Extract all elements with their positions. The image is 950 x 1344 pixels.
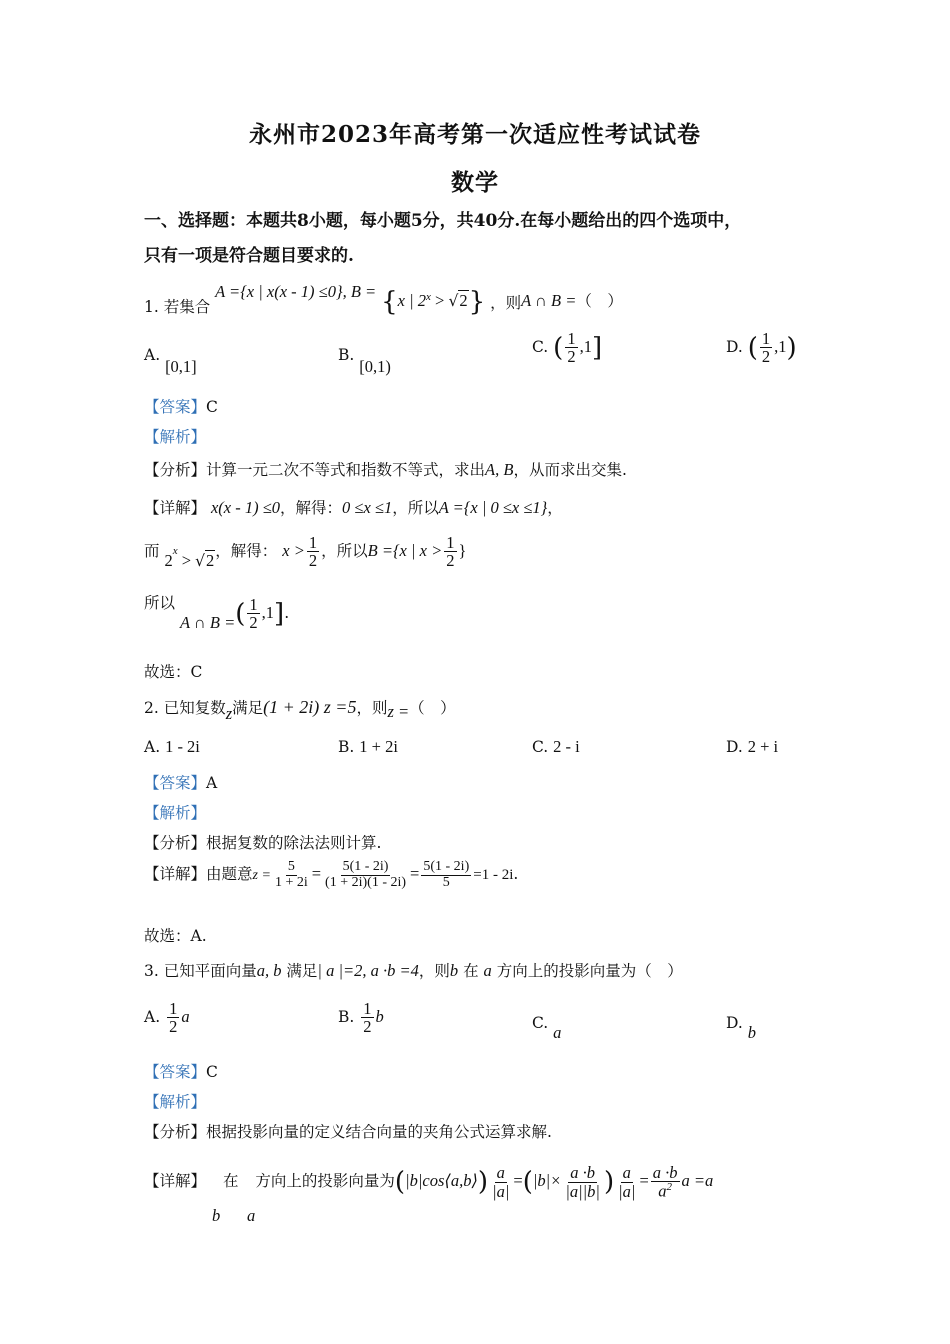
q3-option-b[interactable]: [338, 1000, 384, 1036]
q3-mid: 满足: [286, 962, 318, 980]
q1-sup-x: x: [426, 290, 431, 303]
q1-d3-tail: ,1: [261, 602, 275, 622]
q3-d-r-num: a ·b: [652, 1163, 678, 1182]
q3-prefix: 3. 已知平面向量: [144, 962, 257, 980]
q1-option-b-label: B.: [338, 346, 355, 364]
q1-d1-t2: ，所以: [392, 499, 439, 517]
q3-d-expr4: |a||b|: [565, 1181, 600, 1201]
q3-option-b-label: B.: [338, 1007, 355, 1026]
q2-option-a[interactable]: [144, 737, 200, 757]
q1-fenxi-tail: ，从而求出交集.: [513, 461, 627, 479]
q1-answer: [144, 395, 218, 417]
q3-option-a[interactable]: [144, 1000, 190, 1036]
q1-d2-den: 2: [308, 551, 318, 571]
q1-d2-er: 而: [144, 541, 160, 560]
q2-detail: [144, 860, 518, 890]
q2-f2-num: 5(1 - 2i): [342, 859, 389, 874]
q2-result: =1 - 2i: [473, 867, 514, 884]
q3-d-frac2-num: a: [622, 1163, 631, 1183]
q1-d2-num2: 1: [446, 533, 455, 552]
q3-d-frac-den: |a|: [492, 1181, 510, 1201]
q3-d-expr1: |b|cos⟨a,b⟩: [405, 1171, 478, 1191]
q1-fenxi: [144, 458, 627, 480]
subject-title: 数学: [451, 169, 499, 196]
q2-stem: [144, 696, 456, 723]
q3-a: a: [483, 961, 492, 980]
q2-fenxi-tag: 【分析】: [144, 834, 207, 852]
q1-guxuan: 故选：C: [144, 663, 203, 681]
q2-option-c-value: 2 - i: [553, 737, 580, 756]
q2-f3-den: 5: [442, 874, 450, 890]
q1-xiangjie-tag: 【详解】: [144, 499, 207, 517]
q1-detail-1: [144, 496, 563, 518]
q3-then: ，则: [418, 962, 450, 980]
q3-answer-tag: 【答案】: [144, 1063, 207, 1081]
q3-ab: a, b: [256, 961, 282, 980]
q3-b: b: [449, 961, 459, 980]
q2-answer: [144, 771, 217, 793]
q1-d1-m3: A ={x | 0 ≤x ≤1}: [438, 498, 548, 517]
q1-d2-t2: ，所以: [321, 541, 368, 560]
q1-gt: >: [430, 291, 449, 310]
q2-ask: z =: [387, 702, 410, 721]
q2-guxuan: 故选：A.: [144, 927, 207, 945]
q1-option-b-value: [0,1): [359, 357, 391, 376]
q1-option-c[interactable]: C. ( $\frac{1}{2}$ ,1]: [532, 329, 603, 367]
q3-d-r-sup: 2: [666, 1181, 673, 1194]
q3-d-eq2: =: [639, 1171, 649, 1191]
q1-option-a[interactable]: [144, 345, 197, 376]
q2-jiexi: 【解析】: [144, 804, 207, 822]
q1-d3-num: 1: [249, 595, 258, 614]
q2-option-d[interactable]: [726, 737, 778, 757]
q3-fenxi: [144, 1120, 552, 1142]
q2-eq: (1 + 2i) z =5: [263, 697, 357, 717]
q2-d-z: z =: [252, 868, 271, 884]
q1-option-d-tail: ,1: [774, 336, 787, 356]
q1-d2-num: 1: [308, 533, 318, 552]
q2-eq1: =: [311, 864, 322, 884]
q3-option-b-vec: b: [375, 1006, 384, 1026]
q3-option-c-value: a: [553, 1023, 562, 1042]
q3-option-b-num: 1: [363, 999, 372, 1018]
q2-answer-tag: 【答案】: [144, 774, 207, 792]
q2-option-b-label: B.: [338, 738, 355, 756]
q1-option-b[interactable]: [338, 345, 391, 376]
q2-mid: 满足: [232, 699, 264, 717]
q2-d-dot: .: [513, 865, 519, 884]
q1-option-c-den: 2: [567, 347, 576, 367]
q2-d-text: 由题意: [206, 865, 253, 884]
q1-d3-suoyi: 所以: [144, 593, 176, 612]
q1-paren: （ ）: [576, 292, 623, 310]
q3-d-eq1: =: [513, 1171, 523, 1191]
q2-f3-num: 5(1 - 2i): [423, 859, 470, 874]
q1-jiexi: 【解析】: [144, 428, 207, 446]
q1-d3-math: A ∩ B =: [179, 612, 236, 632]
q1-stem: 1. 若集合 A ={x | x(x - 1) ≤0}, B = {x | $2^x > √2$} ，则A ∩ B =（ ）: [144, 282, 623, 317]
q1-then: ，则: [490, 294, 522, 312]
q1-detail-3: 所以 A ∩ B =( $\frac{1}{2}$ ,1].: [144, 593, 290, 633]
q2-paren: （ ）: [409, 699, 456, 717]
q3-option-a-num: 1: [169, 999, 178, 1018]
q3-detail-a: a: [247, 1206, 256, 1225]
q1-d3-den: 2: [249, 613, 258, 633]
q1-d1-t1: ，解得：: [280, 499, 343, 517]
q1-option-d-num: 1: [761, 329, 771, 348]
q1-option-c-num: 1: [567, 329, 576, 348]
q1-option-a-label: A.: [144, 346, 161, 364]
q1-d1-t3: ，: [547, 499, 563, 517]
q3-detail: 【详解】 在 方向上的投影向量为(|b|cos⟨a,b⟩) $\frac{a}{|a|}$ =(|b|× $\frac{a \cdot b}{|a||b|}$ ) $\frac{a}{|a|}$ = $\frac{a \cdot b}{a^2}$ a =a: [144, 1163, 714, 1201]
q2-option-a-label: A.: [144, 738, 161, 756]
q2-then: ，则: [356, 699, 388, 717]
q1-option-d-label: D.: [726, 337, 743, 356]
q1-option-d[interactable]: D. ( $\frac{1}{2}$ ,1): [726, 329, 797, 367]
q3-d-mid: 方向上的投影向量为: [255, 1172, 395, 1191]
q3-d-expr2: |b|×: [532, 1171, 562, 1191]
q1-d2-m2: B ={x | x >: [367, 540, 443, 560]
q2-fenxi: [144, 831, 381, 853]
q2-option-d-label: D.: [726, 738, 743, 756]
q3-option-a-label: A.: [144, 1007, 161, 1026]
q2-z: z: [225, 704, 233, 723]
q2-answer-value: A: [206, 774, 218, 792]
q3-tail: 方向上的投影向量为（ ）: [496, 962, 683, 980]
q1-fenxi-ab: A, B: [485, 460, 514, 479]
q1-brace-close: }: [468, 287, 486, 317]
q3-d-frac2-den: |a|: [618, 1181, 636, 1201]
q1-option-d-den: 2: [761, 347, 771, 367]
q1-d2-base: 2: [164, 550, 173, 570]
q3-option-a-vec: a: [181, 1006, 190, 1026]
q3-answer-value: C: [206, 1063, 218, 1081]
q3-d-end: a =a: [681, 1171, 714, 1191]
q2-fenxi-text: 根据复数的除法法则计算.: [206, 834, 382, 852]
q1-d2-close: }: [458, 540, 467, 560]
q1-d2-m1: x >: [282, 540, 305, 560]
q1-root2: 2: [459, 291, 468, 310]
q1-set-b-body: x | 2: [397, 291, 427, 310]
q2-eq2: =: [410, 864, 420, 884]
q1-d2-den2: 2: [446, 551, 455, 571]
section-heading-line1: 一、选择题：本题共8小题，每小题5分，共40分.在每小题给出的四个选项中，: [144, 211, 742, 231]
q2-f2-den: (1 + 2i)(1 - 2i): [325, 874, 407, 890]
q2-option-c[interactable]: [532, 737, 580, 757]
q1-brace-open: {: [381, 287, 398, 317]
page-title: 永州市2023年高考第一次适应性考试试卷: [248, 121, 701, 148]
q3-stem: [144, 959, 683, 981]
q1-set-b-pre: , B =: [342, 282, 377, 301]
q3-cond: | a |=2, a ·b =4: [317, 961, 419, 980]
q3-d-frac-num: a: [496, 1163, 505, 1183]
section-heading-line2: 只有一项是符合题目要求的.: [144, 246, 354, 266]
q1-option-c-tail: ,1: [579, 336, 592, 356]
q1-answer-value: C: [206, 398, 218, 416]
q3-xiangjie-tag: 【详解】: [144, 1172, 207, 1191]
q1-fenxi-tag: 【分析】: [144, 461, 207, 479]
q1-option-a-value: [0,1]: [165, 357, 197, 376]
q1-prefix: 1. 若集合: [144, 298, 211, 316]
q3-d-expr3: a ·b: [570, 1163, 596, 1183]
q1-d1-math: x(x - 1) ≤0: [210, 498, 281, 517]
q3-answer: [144, 1060, 218, 1082]
q3-option-b-den: 2: [363, 1017, 372, 1037]
q2-xiangjie-tag: 【详解】: [144, 865, 207, 884]
q3-d-r-den: a: [658, 1181, 667, 1201]
q1-d2-t1: ，解得：: [215, 541, 278, 560]
q2-option-c-label: C.: [532, 738, 549, 756]
q2-option-a-value: 1 - 2i: [165, 737, 200, 756]
q3-option-c-label: C.: [532, 1014, 549, 1032]
q1-set-a: A ={x | x(x - 1) ≤0}: [215, 282, 343, 301]
q1-d1-m2: 0 ≤x ≤1: [342, 498, 393, 517]
q1-d2-gt: >: [177, 550, 196, 570]
q3-option-d[interactable]: [726, 1013, 756, 1042]
q3-detail-b: b: [212, 1206, 221, 1225]
q1-ask: A ∩ B =: [521, 291, 577, 310]
q3-fenxi-text: 根据投影向量的定义结合向量的夹角公式运算求解.: [206, 1123, 552, 1141]
q2-option-b[interactable]: [338, 737, 398, 757]
q2-option-b-value: 1 + 2i: [359, 737, 398, 756]
q3-option-a-den: 2: [169, 1017, 178, 1037]
q1-d2-root: 2: [206, 550, 215, 570]
q1-d2-x: x: [172, 544, 178, 557]
q2-f1-num: 5: [287, 859, 295, 874]
q3-option-d-value: b: [747, 1023, 756, 1042]
q1-answer-tag: 【答案】: [144, 398, 207, 416]
q2-f1-den: 1 + 2i: [274, 874, 308, 890]
q3-d-zai: 在: [222, 1172, 239, 1191]
q3-zai: 在: [463, 962, 479, 980]
q2-prefix: 2. 已知复数: [144, 699, 226, 717]
q2-option-d-value: 2 + i: [747, 737, 779, 756]
q3-jiexi: 【解析】: [144, 1093, 207, 1111]
q1-detail-2: 而 $2^x > √2$，解得： x > $\frac{1}{2}$ ，所以B ={x | x > $\frac{1}{2}$ }: [144, 533, 467, 571]
q1-d3-dot: .: [284, 603, 290, 622]
q1-option-c-label: C.: [532, 337, 549, 356]
q3-option-c[interactable]: [532, 1013, 562, 1042]
q1-fenxi-text: 计算一元二次不等式和指数不等式，求出: [206, 461, 486, 479]
q3-option-d-label: D.: [726, 1014, 743, 1032]
q3-fenxi-tag: 【分析】: [144, 1123, 207, 1141]
